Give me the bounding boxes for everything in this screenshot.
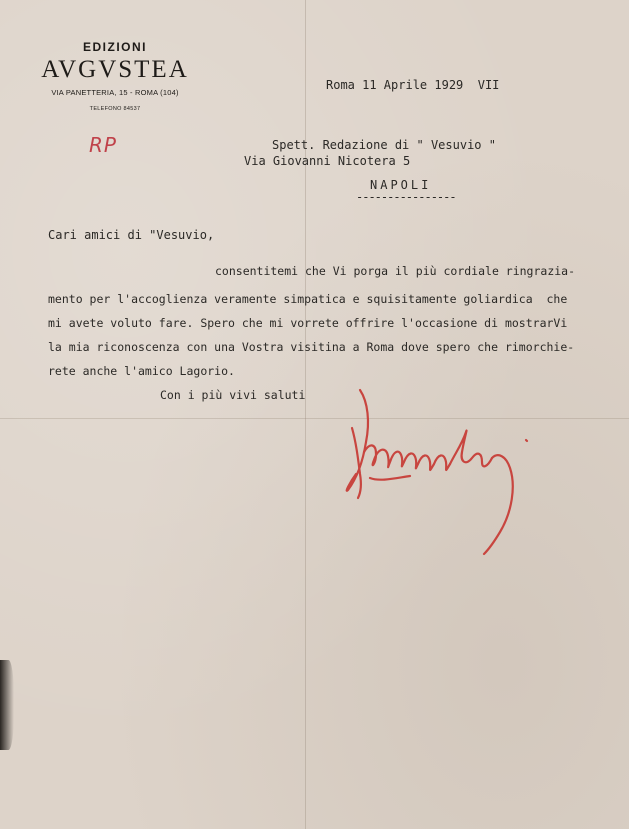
closing: Con i più vivi saluti (160, 388, 306, 402)
letterhead-publisher-name: AVGVSTEA (41, 56, 189, 83)
body-line: la mia riconoscenza con una Vostra visitina a Roma dove spero che rimorchie- (48, 340, 575, 354)
city-underline: ---------------- (356, 190, 456, 204)
handwritten-signature-icon (340, 382, 540, 562)
fold-line-vertical (305, 0, 306, 829)
body-line: rete anche l'amico Lagorio. (48, 364, 235, 378)
letterhead-phone: TELEFONO 84537 (89, 106, 141, 112)
body-line: consentitemi che Vi porga il più cordiale ringrazia- (215, 264, 576, 278)
red-initials-annotation: RP (89, 133, 117, 157)
letterhead-edizioni: EDIZIONI (82, 40, 147, 54)
dateline: Roma 11 Aprile 1929 VII (326, 78, 500, 92)
letterhead (30, 40, 200, 112)
letterhead-address: VIA PANETTERIA, 15 - ROMA (104) (51, 88, 179, 97)
body-line: mento per l'accoglienza veramente simpatica e squisitamente goliardica che (48, 292, 568, 306)
body-line: mi avete voluto fare. Spero che mi vorrete offrire l'occasione di mostrarVi (48, 316, 568, 330)
recipient-line-1: Spett. Redazione di " Vesuvio " (272, 138, 496, 152)
salutation: Cari amici di "Vesuvio, (48, 228, 215, 242)
recipient-line-2: Via Giovanni Nicotera 5 (244, 154, 411, 168)
recipient-city: NAPOLI (370, 178, 432, 192)
paper-damage-edge (0, 660, 14, 750)
